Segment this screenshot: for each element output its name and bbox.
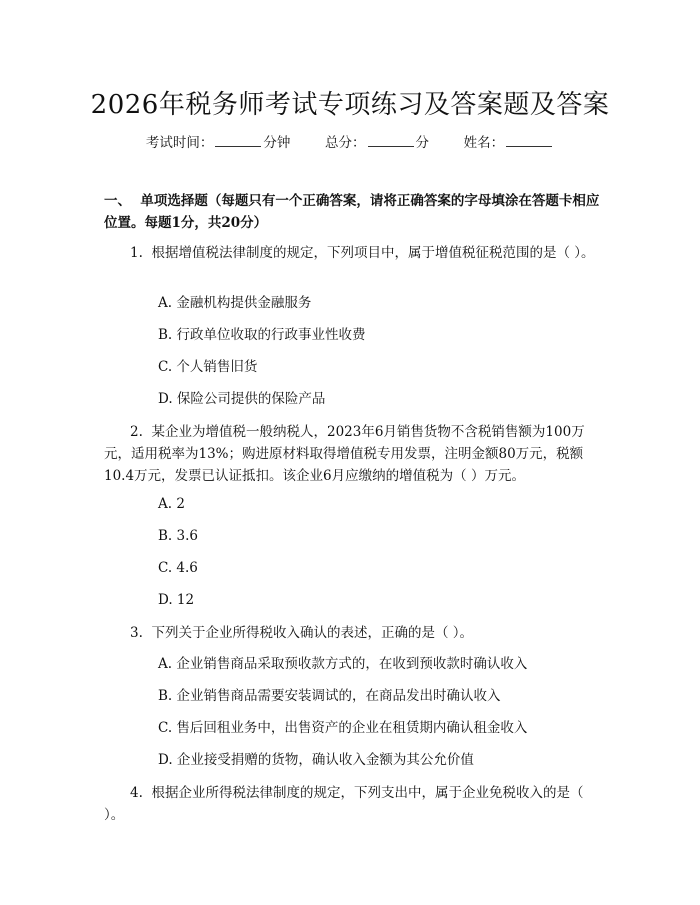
q1-option-c: C. 个人销售旧货 — [158, 359, 258, 375]
q3-option-a: A. 企业销售商品采取预收款方式的，在收到预收款时确认收入 — [158, 656, 528, 672]
question-text: 某企业为增值税一般纳税人，2023年6月销售货物不含税销售额为100万元，适用税率为13%；购进原材料取得增值税专用发票，注明金额80万元，税额10.4万元，发票已认证抵扣。该企业6月应缴纳的增值税为（ ）万元。 — [104, 424, 585, 484]
q3-option-c: C. 售后回租业务中，出售资产的企业在租赁期内确认租金收入 — [158, 720, 528, 736]
exam-meta — [0, 131, 700, 151]
q2-option-a: A. 2 — [158, 496, 185, 512]
question-text: 下列关于企业所得税收入确认的表述，正确的是（ ）。 — [151, 625, 474, 641]
question-text: 根据企业所得税法律制度的规定，下列支出中，属于企业免税收入的是（ ）。 — [104, 785, 584, 823]
section-number: 一、 — [104, 193, 131, 209]
name-blank — [506, 134, 552, 147]
time-unit: 分钟 — [263, 135, 291, 151]
q2-option-b: B. 3.6 — [158, 528, 198, 544]
time-label: 考试时间： — [145, 135, 214, 151]
question-1 — [104, 242, 602, 264]
question-4 — [104, 782, 602, 826]
q2-option-c: C. 4.6 — [158, 560, 198, 576]
q2-option-d: D. 12 — [158, 592, 195, 608]
section-text: 单项选择题（每题只有一个正确答案，请将正确答案的字母填涂在答题卡相应位置。每题1分，共20分） — [104, 193, 600, 231]
q1-option-a: A. 金融机构提供金融服务 — [158, 295, 312, 311]
score-blank — [368, 134, 414, 147]
question-3 — [104, 622, 602, 644]
question-number: 1. — [130, 245, 143, 261]
question-number: 2. — [130, 424, 143, 440]
question-number: 3. — [130, 625, 143, 641]
page-title: 2026年税务师考试专项练习及答案题及答案 — [90, 90, 610, 120]
section-heading — [104, 190, 602, 234]
q3-option-d: D. 企业接受捐赠的货物，确认收入金额为其公允价值 — [158, 752, 474, 768]
question-number: 4. — [130, 785, 143, 801]
score-label: 总分： — [325, 135, 366, 151]
q3-option-b: B. 企业销售商品需要安装调试的，在商品发出时确认收入 — [158, 688, 501, 704]
time-blank — [215, 134, 261, 147]
q1-option-d: D. 保险公司提供的保险产品 — [158, 391, 326, 407]
question-text: 根据增值税法律制度的规定，下列项目中，属于增值税征税范围的是（ ）。 — [151, 245, 595, 261]
name-label: 姓名： — [463, 135, 505, 151]
score-unit: 分 — [415, 135, 429, 151]
q1-option-b: B. 行政单位收取的行政事业性收费 — [158, 327, 366, 343]
question-2 — [104, 421, 602, 487]
